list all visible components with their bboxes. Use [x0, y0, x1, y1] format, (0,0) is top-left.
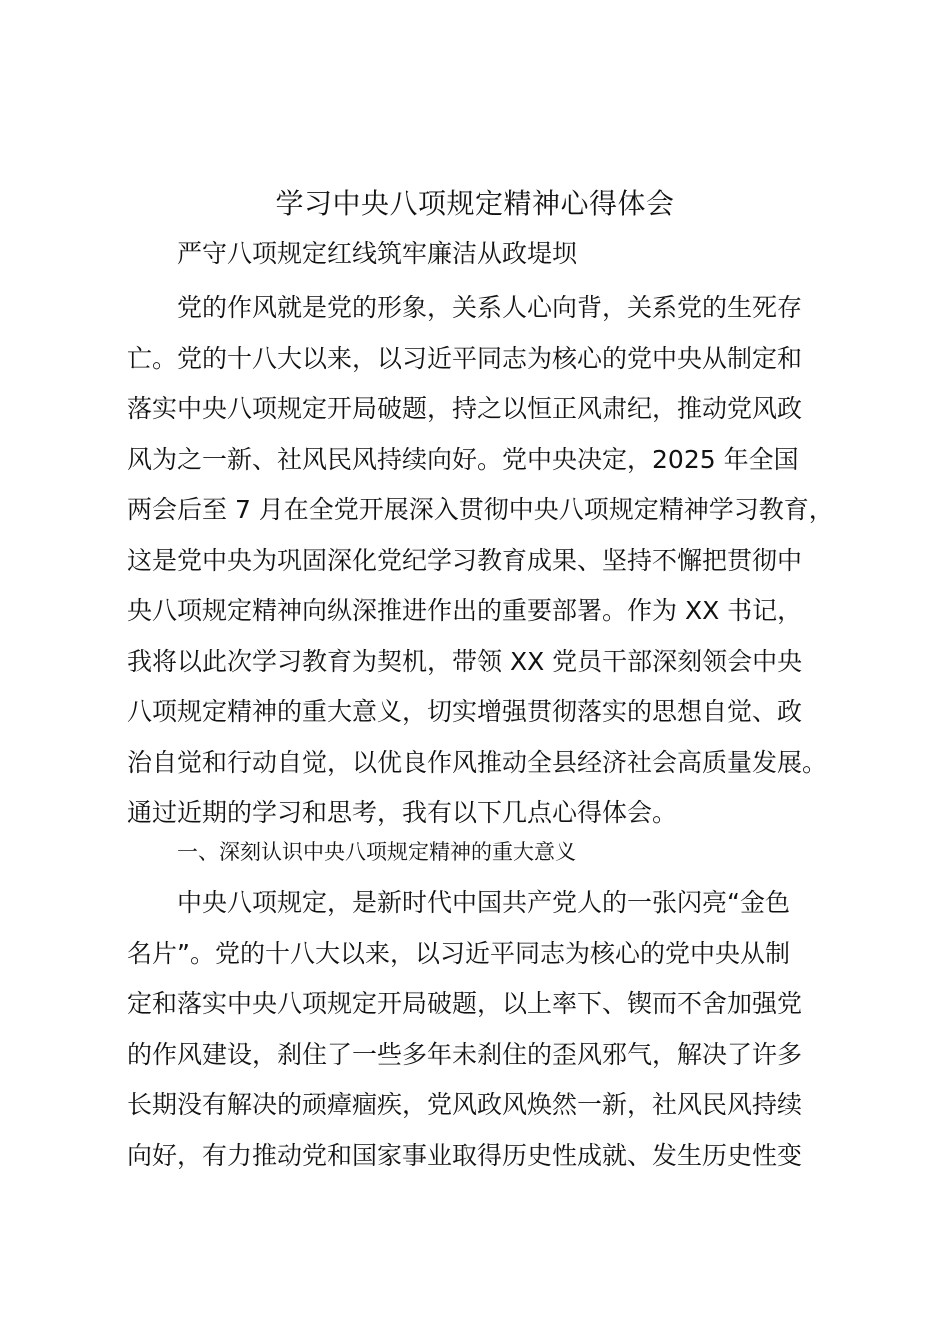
paragraph-line: 中央八项规定，是新时代中国共产党人的一张闪亮“金色: [177, 888, 790, 917]
paragraph-line: 我将以此次学习教育为契机，带领 XX 党员干部深刻领会中央: [127, 646, 803, 676]
paragraph-line: 的作风建设，刹住了一些多年未刹住的歪风邪气，解决了许多: [127, 1039, 803, 1069]
paragraph-line: 这是党中央为巩固深化党纪学习教育成果、坚持不懈把贯彻中: [127, 545, 803, 575]
paragraph-line: 定和落实中央八项规定开局破题，以上率下、锲而不舍加强党: [127, 989, 803, 1018]
document-title: 学习中央八项规定精神心得体会: [275, 187, 675, 220]
paragraph-intro: [127, 283, 847, 839]
paragraph-line: 风为之一新、社风民风持续向好。党中央决定，2025 年全国: [127, 444, 799, 474]
paragraph-line: 治自觉和行动自觉，以优良作风推动全县经济社会高质量发展。: [127, 747, 828, 777]
paragraph-line: 党的作风就是党的形象，关系人心向背，关系党的生死存: [177, 293, 803, 322]
paragraph-line: 向好，有力推动党和国家事业取得历史性成就、发生历史性变: [127, 1140, 803, 1170]
paragraph-line: 名片”。党的十八大以来，以习近平同志为核心的党中央从制: [127, 938, 790, 968]
paragraph-line: 八项规定精神的重大意义，切实增强贯彻落实的思想自觉、政: [127, 697, 803, 726]
paragraph-section-1: [127, 878, 847, 1181]
paragraph-line: 落实中央八项规定开局破题，持之以恒正风肃纪，推动党风政: [127, 394, 803, 423]
paragraph-line: 亡。党的十八大以来，以习近平同志为核心的党中央从制定和: [127, 343, 803, 373]
paragraph-line: 长期没有解决的顽瘴痼疾，党风政风焕然一新，社风民风持续: [127, 1090, 803, 1119]
document-subtitle: 严守八项规定红线筑牢廉洁从政堤坝: [177, 239, 578, 268]
paragraph-line: 央八项规定精神向纵深推进作出的重要部署。作为 XX 书记，: [127, 596, 803, 625]
section-heading-1: 一、深刻认识中央八项规定精神的重大意义: [177, 840, 576, 864]
paragraph-line: 两会后至 7 月在全党开展深入贯彻中央八项规定精神学习教育，: [127, 495, 834, 524]
paragraph-line: 通过近期的学习和思考，我有以下几点心得体会。: [127, 798, 678, 827]
